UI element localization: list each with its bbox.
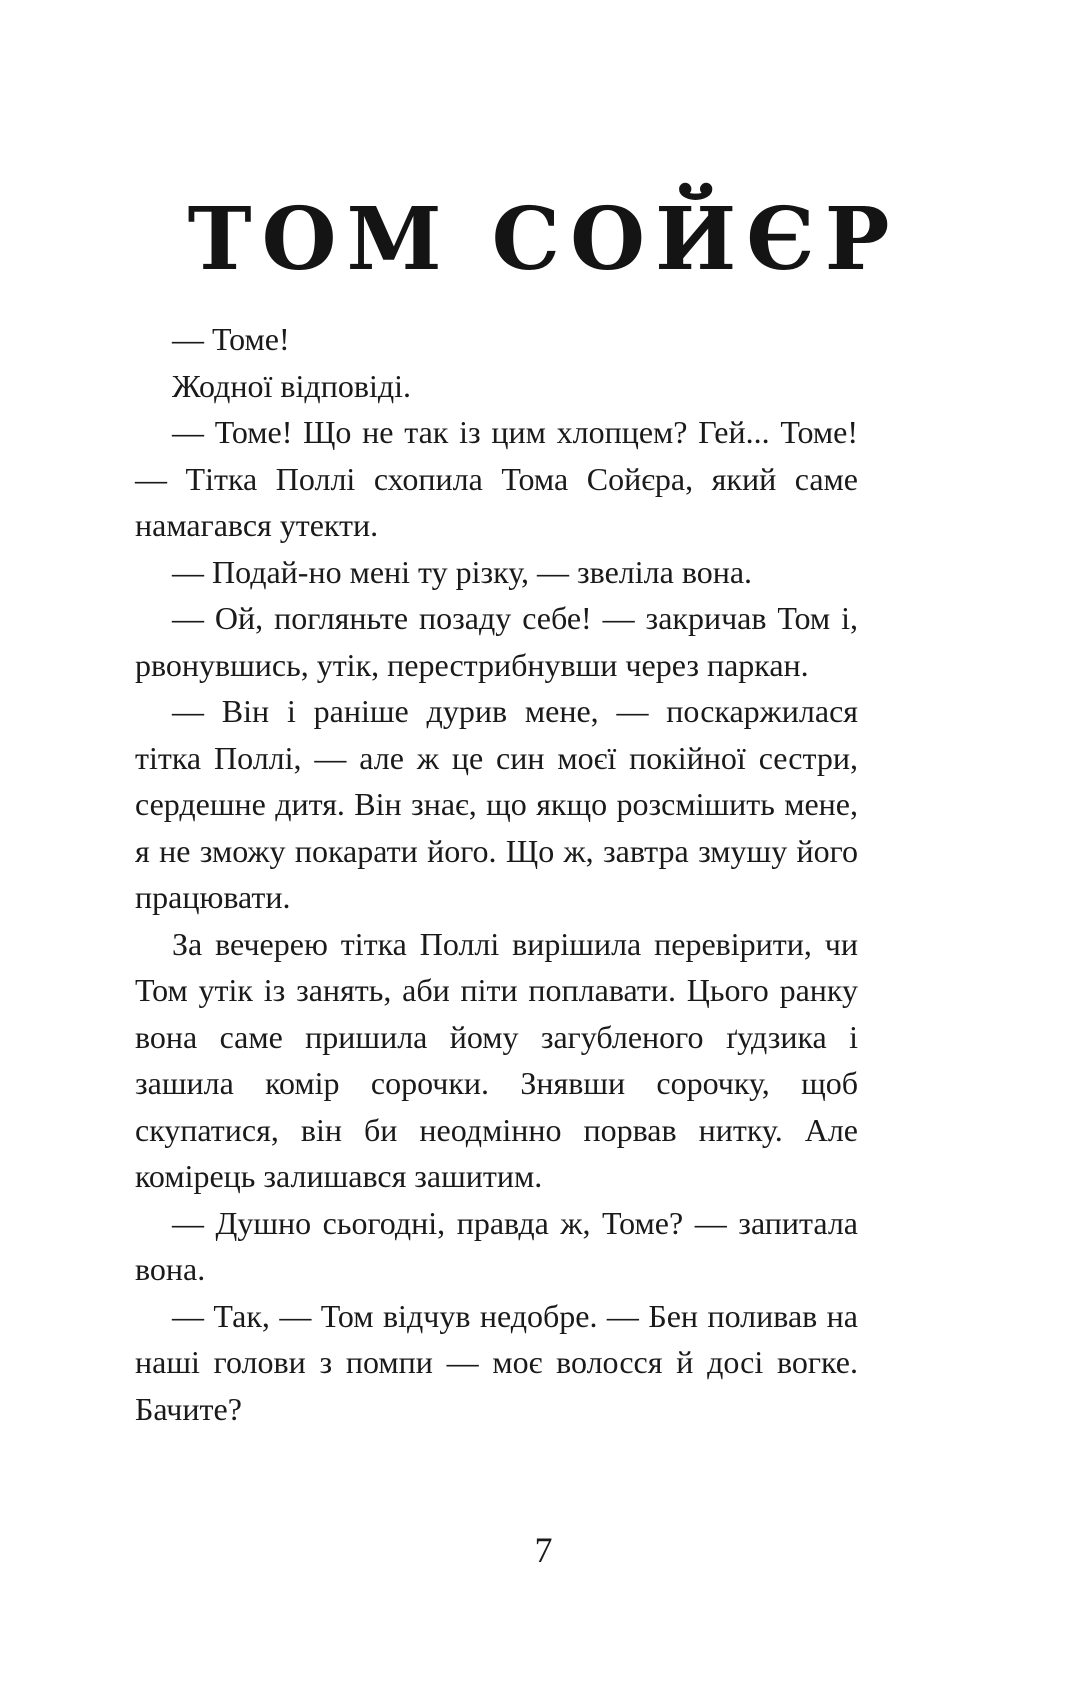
page-number: 7: [534, 1530, 553, 1570]
chapter-title: ТОМ СОЙЄР: [187, 189, 900, 290]
paragraph: — Він і раніше дурив мене, — поскаржилася тітка Поллі, — але ж це син моєї покійної сестри, сердешне дитя. Він знає, що якщо розсмішить мене, я не зможу покарати його. Що ж, завтра змушу його працювати.: [135, 693, 858, 915]
paragraph: — Ой, погляньте позаду себе! — закричав Том і, рвонувшись, утік, перестрибнувши через паркан.: [135, 600, 858, 683]
chapter-text: [135, 316, 858, 1432]
paragraph: — Томе! Що не так із цим хлопцем? Гей... Томе! — Тітка Поллі схопила Тома Сойєра, який саме намагався утекти.: [135, 414, 858, 543]
paragraph: Жодної відповіді.: [172, 367, 411, 404]
paragraph: — Так, — Том відчув недобре. — Бен поливав на наші голови з помпи — моє волосся й досі вогке. Бачите?: [135, 1297, 858, 1427]
paragraph: — Томе!: [172, 321, 290, 357]
paragraph: — Подай-но мені ту різку, — звеліла вона.: [172, 553, 753, 590]
paragraph: За вечерею тітка Поллі вирішила перевірити, чи Том утік із занять, аби піти поплавати. Цього ранку вона саме пришила йому загубленого ґудзика і зашила комір сорочки. Знявши сорочку, щоб скупатися, він би неодмінно порвав нитку. Але комірець залишався зашитим.: [135, 925, 858, 1194]
paragraph: — Душно сьогодні, правда ж, Томе? — запитала вона.: [135, 1204, 858, 1287]
